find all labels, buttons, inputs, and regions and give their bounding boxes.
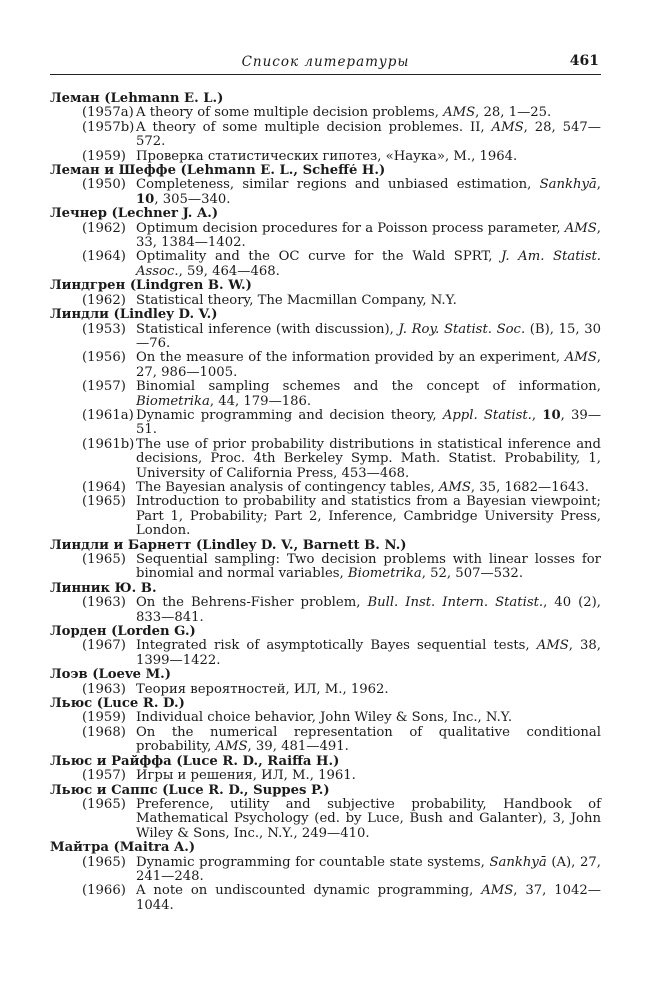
reference-item — [50, 409, 601, 438]
reference-year: (1965) — [82, 796, 126, 812]
reference-item — [50, 639, 601, 668]
reference-fragment: Проверка статистических гипотез, «Наука», М., 1964. — [136, 148, 518, 164]
entry-author: Леман (Lehmann E. L.) — [50, 92, 224, 106]
reference-fragment: , 28, 1—25. — [475, 105, 552, 121]
entry-author: Лоэв (Loeve M.) — [50, 668, 172, 683]
reference-fragment: The use of prior probability distributions in statistical inference and decisions, Proc. 4th Berkeley Symp. Math. Statist. Probability, 1, University of California Press, 453—468. — [136, 436, 601, 481]
bibliography-entry — [50, 697, 601, 755]
reference-year: (1967) — [82, 638, 126, 654]
reference-item — [50, 481, 601, 495]
reference-text — [136, 683, 601, 697]
reference-text — [136, 380, 601, 409]
journal-title: AMS — [438, 479, 471, 495]
reference-fragment: Preference, utility and subjective probability, Handbook of Mathematical Psychology (ed. by Luce, Bush and Galanter), 3, John Wiley & Sons, Inc., N.Y., 249—410. — [136, 796, 601, 841]
reference-fragment: , 27, 986—1005. — [136, 350, 601, 380]
entry-author: Линдли (Lindley D. V.) — [50, 308, 218, 323]
reference-text — [136, 106, 601, 120]
reference-text — [136, 250, 601, 279]
reference-item — [50, 798, 601, 841]
bibliography-entry — [50, 308, 601, 539]
bibliography-entry — [50, 755, 601, 784]
journal-title: AMS — [443, 105, 476, 121]
reference-year: (1963) — [82, 681, 126, 697]
reference-item — [50, 323, 601, 352]
reference-year: (1959) — [82, 148, 126, 164]
reference-year: (1965) — [82, 854, 126, 870]
reference-item — [50, 351, 601, 380]
reference-item — [50, 150, 601, 164]
reference-text — [136, 323, 601, 352]
reference-fragment: , 35, 1682—1643. — [470, 479, 589, 495]
reference-text — [136, 222, 601, 251]
reference-year: (1966) — [82, 883, 126, 899]
reference-year: (1957) — [82, 768, 126, 784]
entry-author: Леман и Шеффе (Lehmann E. L., Scheffé H.) — [50, 164, 386, 179]
reference-year: (1957a) — [82, 105, 134, 121]
journal-title: Bull. Inst. Intern. Statist. — [367, 595, 544, 611]
reference-fragment: Statistical inference (with discussion), — [136, 321, 399, 337]
reference-fragment: , 33, 1384—1402. — [136, 220, 601, 251]
reference-fragment: A theory of some multiple decision problemes. II, — [136, 119, 492, 135]
reference-text — [136, 495, 601, 538]
reference-item — [50, 553, 601, 582]
reference-year: (1965) — [82, 552, 126, 567]
bibliography-entry — [50, 279, 601, 308]
reference-fragment: Теория вероятностей, ИЛ, М., 1962. — [136, 681, 389, 697]
reference-year: (1961a) — [82, 407, 134, 423]
bibliography-entry — [50, 207, 601, 279]
bibliography-entry — [50, 625, 601, 668]
reference-item — [50, 178, 601, 207]
entry-author: Льюс (Luce R. D.) — [50, 697, 185, 712]
bibliography-entry — [50, 784, 601, 842]
reference-fragment: Introduction to probability and statistics from a Bayesian viewpoint; Part 1, Probability; Part 2, Inference, Cambridge University Press, London. — [136, 494, 601, 539]
reference-year: (1962) — [82, 292, 126, 308]
reference-fragment: Completeness, similar regions and unbiased estimation, — [136, 177, 540, 193]
bibliography-entry — [50, 668, 601, 697]
reference-year: (1964) — [82, 479, 126, 495]
reference-text — [136, 121, 601, 150]
reference-fragment: Optimality and the OC curve for the Wald SPRT, — [136, 249, 502, 265]
journal-title: AMS — [564, 220, 597, 236]
reference-text — [136, 178, 601, 207]
volume-number: 10 — [542, 407, 561, 423]
journal-title: AMS — [491, 119, 524, 135]
bibliography-entry — [50, 582, 601, 625]
reference-text — [136, 351, 601, 380]
journal-title: AMS — [536, 638, 569, 654]
reference-text — [136, 438, 601, 481]
reference-year: (1957b) — [82, 119, 135, 135]
reference-fragment: , — [596, 177, 601, 193]
reference-item — [50, 726, 601, 755]
entry-author: Майтра (Maitra A.) — [50, 841, 196, 856]
reference-text — [136, 409, 601, 438]
reference-year: (1953) — [82, 321, 126, 337]
reference-fragment: , 59, 464—468. — [178, 263, 280, 279]
reference-item — [50, 380, 601, 409]
reference-item — [50, 250, 601, 279]
reference-fragment: , 28, 547—572. — [136, 119, 601, 150]
reference-fragment: , 39, 481—491. — [247, 739, 349, 755]
journal-title: Sankhyā — [489, 854, 547, 870]
entry-author: Лорден (Lorden G.) — [50, 625, 196, 640]
reference-text — [136, 481, 601, 495]
reference-year: (1968) — [82, 724, 126, 740]
reference-item — [50, 856, 601, 885]
reference-fragment: On the numerical representation of qualitative conditional probability, — [136, 724, 601, 755]
reference-text — [136, 294, 601, 308]
journal-title: Biometrika — [347, 566, 422, 582]
entry-author: Линдли и Барнетт (Lindley D. V., Barnett B. N.) — [50, 538, 407, 553]
reference-fragment: A note on undiscounted dynamic programming, — [136, 883, 482, 899]
journal-title: Appl. Statist. — [442, 407, 532, 423]
reference-year: (1956) — [82, 350, 126, 366]
reference-item — [50, 596, 601, 625]
volume-number: 10 — [136, 191, 155, 207]
reference-fragment: On the Behrens-Fisher problem, — [136, 595, 368, 611]
reference-year: (1965) — [82, 494, 126, 510]
reference-fragment: Statistical theory, The Macmillan Company, N.Y. — [136, 292, 457, 308]
page-header — [50, 50, 601, 75]
reference-fragment: , 305—340. — [154, 191, 231, 207]
reference-fragment: , 52, 507—532. — [421, 566, 524, 582]
reference-text — [136, 769, 601, 783]
reference-fragment: Optimum decision procedures for a Poisson process parameter, — [136, 220, 565, 236]
reference-fragment: Integrated risk of asymptotically Bayes sequential tests, — [136, 638, 537, 654]
reference-item — [50, 495, 601, 538]
reference-text — [136, 726, 601, 755]
entry-author: Линдгрен (Lindgren B. W.) — [50, 279, 252, 294]
journal-title: J. Am. Statist. Assoc. — [136, 249, 601, 279]
reference-item — [50, 683, 601, 697]
reference-fragment: Dynamic programming and decision theory, — [136, 407, 443, 423]
reference-fragment: , 40 (2), 833—841. — [136, 595, 601, 625]
reference-fragment: , 37, 1042—1044. — [136, 883, 601, 913]
reference-item — [50, 294, 601, 308]
reference-fragment: Dynamic programming for countable state systems, — [136, 854, 490, 870]
reference-text — [136, 798, 601, 841]
reference-item — [50, 769, 601, 783]
reference-fragment: , 38, 1399—1422. — [136, 638, 601, 668]
bibliography-list — [50, 92, 601, 913]
bibliography-entry — [50, 92, 601, 164]
journal-title: Biometrika — [136, 393, 210, 409]
reference-item — [50, 121, 601, 150]
reference-text — [136, 150, 601, 164]
reference-year: (1950) — [82, 177, 126, 193]
reference-item — [50, 711, 601, 725]
bibliography-entry — [50, 539, 601, 582]
journal-title: AMS — [564, 350, 597, 366]
reference-item — [50, 222, 601, 251]
reference-fragment: (A), 27, 241—248. — [136, 854, 601, 884]
reference-fragment: Игры и решения, ИЛ, М., 1961. — [136, 768, 356, 784]
journal-title: AMS — [215, 739, 248, 755]
reference-year: (1957) — [82, 379, 126, 395]
reference-item — [50, 106, 601, 120]
reference-fragment: Individual choice behavior, John Wiley & Sons, Inc., N.Y. — [136, 710, 513, 726]
reference-fragment: On the measure of the information provided by an experiment, — [136, 350, 565, 366]
journal-title: Sankhyā — [539, 177, 597, 193]
entry-author: Льюс и Райффа (Luce R. D., Raiffa H.) — [50, 754, 340, 769]
reference-fragment: Sequential sampling: Two decision problems with linear losses for binomial and normal variables, — [136, 552, 601, 582]
reference-fragment: A theory of some multiple decision problems, — [136, 105, 444, 121]
reference-text — [136, 711, 601, 725]
reference-text — [136, 596, 601, 625]
reference-year: (1963) — [82, 595, 126, 611]
reference-fragment: Binomial sampling schemes and the concept of information, — [136, 379, 601, 395]
reference-year: (1961b) — [82, 436, 135, 452]
reference-item — [50, 884, 601, 913]
reference-fragment: , — [531, 407, 543, 423]
reference-text — [136, 639, 601, 668]
reference-fragment: , 39—51. — [136, 407, 602, 438]
entry-author: Лечнер (Lechner J. A.) — [50, 207, 219, 222]
journal-title: J. Roy. Statist. Soc. — [398, 321, 526, 337]
reference-fragment: (B), 15, 30—76. — [136, 321, 601, 351]
journal-title: AMS — [481, 883, 514, 899]
reference-fragment: The Bayesian analysis of contingency tables, — [136, 479, 439, 495]
reference-text — [136, 856, 601, 885]
reference-fragment: , 44, 179—186. — [209, 393, 312, 409]
entry-author: Линник Ю. В. — [50, 581, 157, 596]
reference-text — [136, 553, 601, 582]
bibliography-entry — [50, 841, 601, 913]
page-number: 461 — [569, 53, 599, 69]
reference-item — [50, 438, 601, 481]
entry-author: Льюс и Саппс (Luce R. D., Suppes P.) — [50, 783, 330, 798]
reference-year: (1959) — [82, 710, 126, 726]
running-title: Список литературы — [241, 54, 410, 70]
reference-text — [136, 884, 601, 913]
bibliography-entry — [50, 164, 601, 207]
reference-year: (1964) — [82, 249, 126, 265]
reference-year: (1962) — [82, 220, 126, 236]
